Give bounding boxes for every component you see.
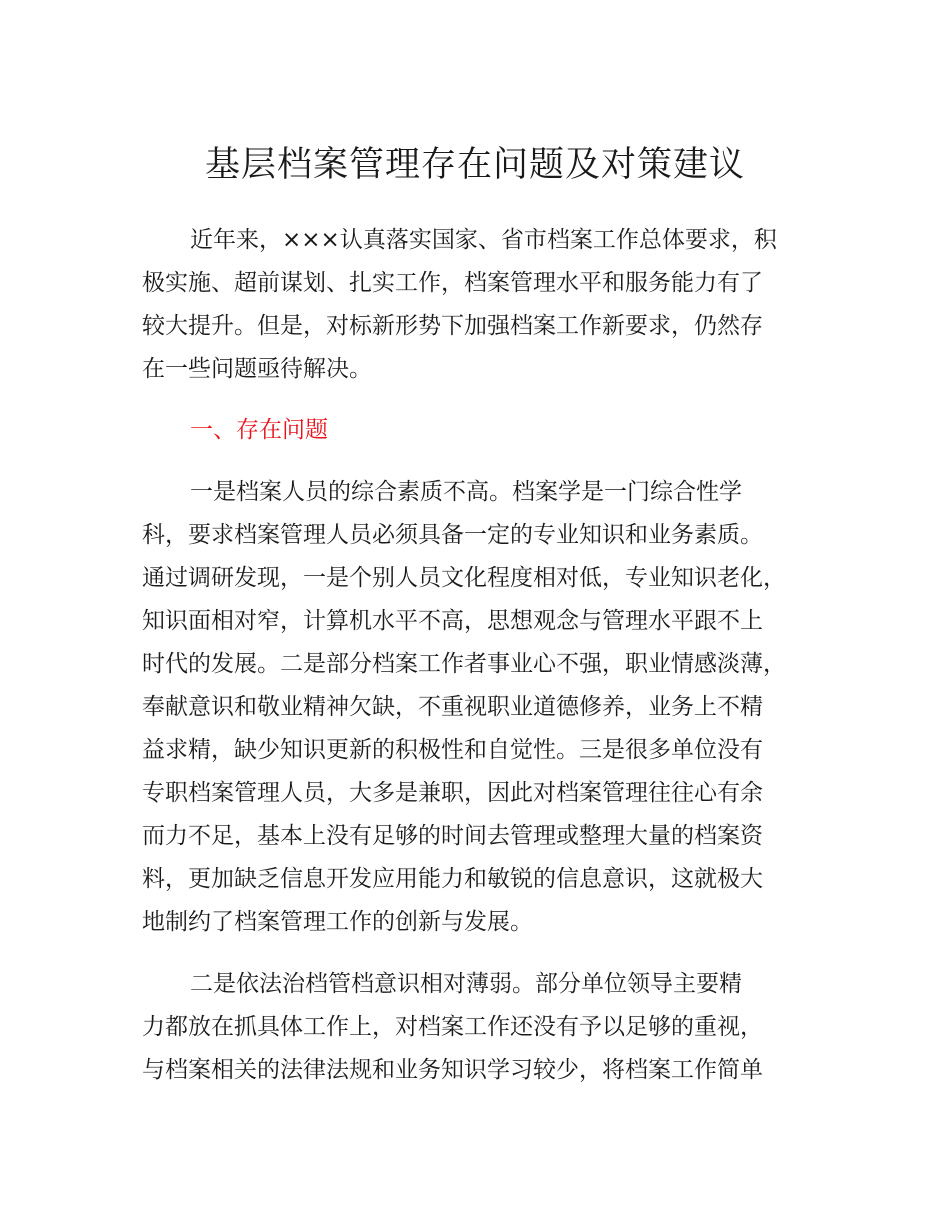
problem2-line: 二是依法治档管档意识相对薄弱。部分单位领导主要精 (190, 971, 742, 997)
problem2-line: 与档案相关的法律法规和业务知识学习较少，将档案工作简单 (142, 1057, 763, 1083)
intro-line: 近年来，×××认真落实国家、省市档案工作总体要求，积 (190, 227, 777, 253)
problem1-line: 料，更加缺乏信息开发应用能力和敏锐的信息意识，这就极大 (142, 866, 763, 892)
problem1-line: 时代的发展。二是部分档案工作者事业心不强，职业情感淡薄， (142, 651, 786, 677)
problem1-line: 奉献意识和敬业精神欠缺，不重视职业道德修养，业务上不精 (142, 694, 763, 720)
problem1-line: 益求精，缺少知识更新的积极性和自觉性。三是很多单位没有 (142, 737, 763, 763)
problem2-line: 力都放在抓具体工作上，对档案工作还没有予以足够的重视， (142, 1014, 763, 1040)
intro-line: 在一些问题亟待解决。 (142, 356, 372, 382)
problem1-line: 一是档案人员的综合素质不高。档案学是一门综合性学 (190, 479, 742, 505)
problem1-line: 专职档案管理人员，大多是兼职，因此对档案管理往往心有余 (142, 780, 763, 806)
problem1-line: 科，要求档案管理人员必须具备一定的专业知识和业务素质。 (142, 522, 763, 548)
problem1-line: 地制约了档案管理工作的创新与发展。 (142, 909, 533, 935)
document-title: 基层档案管理存在问题及对策建议 (204, 145, 745, 185)
intro-line: 极实施、超前谋划、扎实工作，档案管理水平和服务能力有了 (142, 270, 763, 296)
problem1-line: 通过调研发现，一是个别人员文化程度相对低，专业知识老化， (142, 565, 786, 591)
problem1-line: 而力不足，基本上没有足够的时间去管理或整理大量的档案资 (142, 823, 763, 849)
intro-line: 较大提升。但是，对标新形势下加强档案工作新要求，仍然存 (142, 313, 763, 339)
section-heading: 一、存在问题 (190, 417, 328, 443)
problem1-line: 知识面相对窄，计算机水平不高，思想观念与管理水平跟不上 (142, 608, 763, 634)
